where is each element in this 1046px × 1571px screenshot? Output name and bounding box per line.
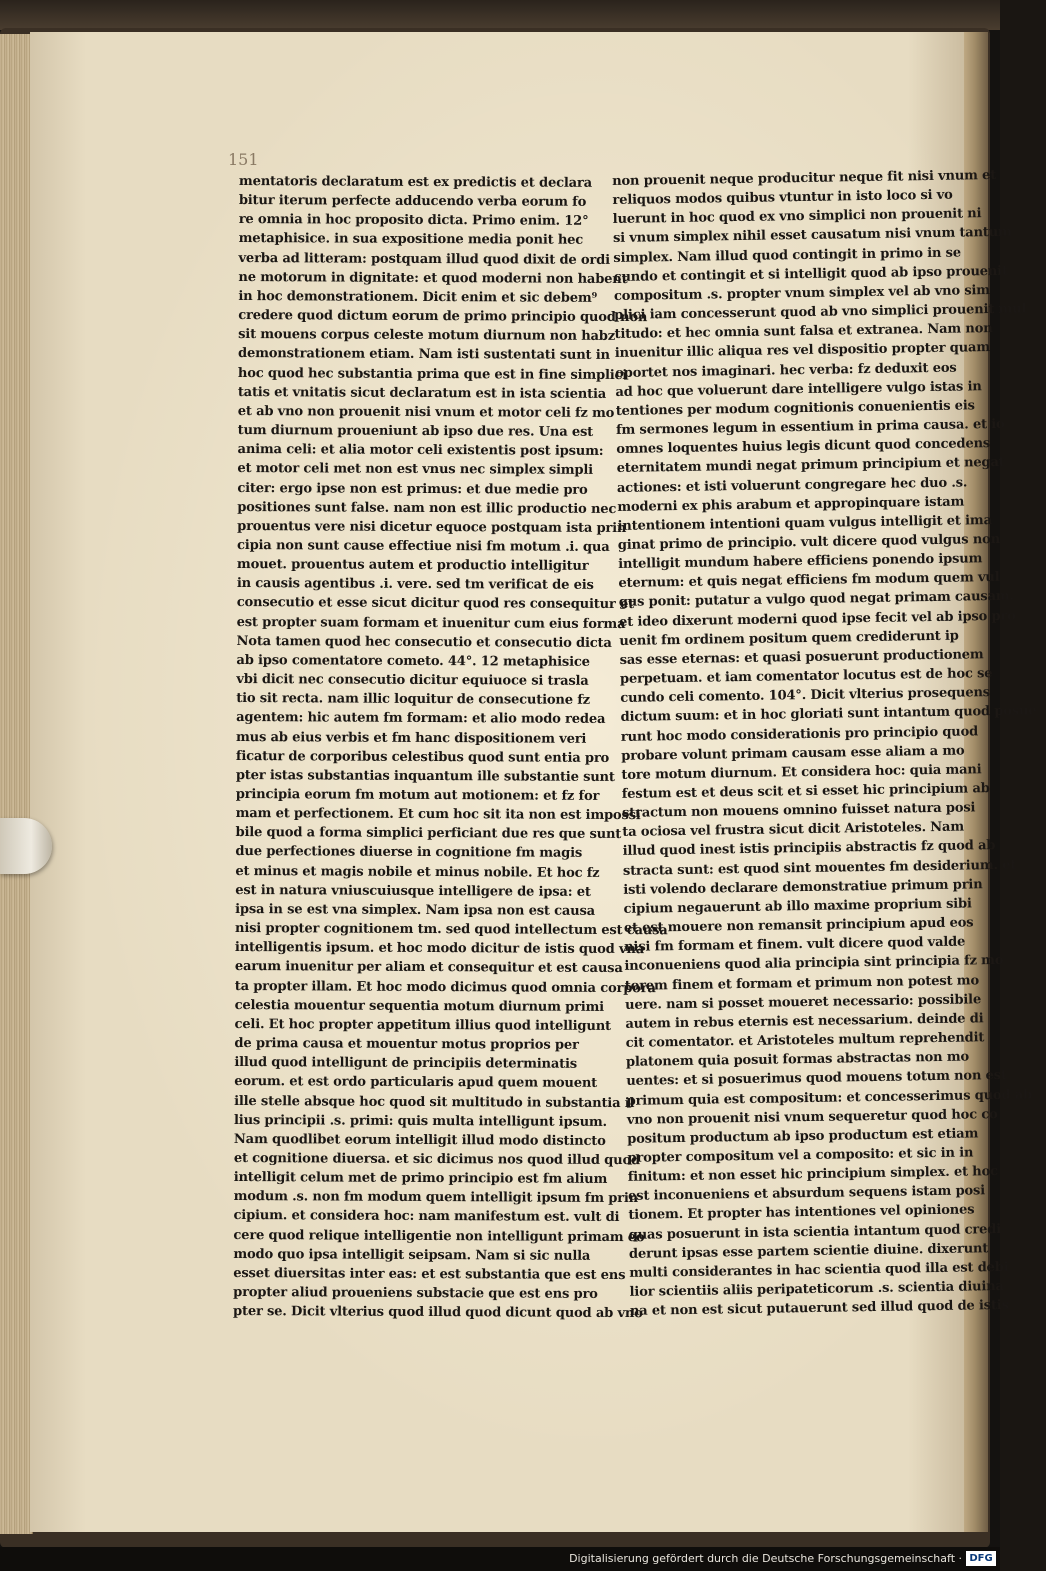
text-line: platonem quia posuit formas abstractas non mo: [625, 1049, 970, 1071]
text-line: nisi propter cognitionem tm. sed quod intellectum est causa: [234, 921, 668, 939]
text-line: illud quod inest istis principiis abstractis fz quod ab: [622, 838, 996, 860]
text-line: anima celi: et alia motor celi existentis post ipsum:: [237, 442, 604, 460]
text-line: non prouenit neque producitur neque fit nisi vnum et: [612, 167, 997, 189]
text-line: verba ad litteram: postquam illud quod dixit de ordi: [238, 250, 610, 268]
text-line: cundo et contingit et si intelligit quod ab ipso prouenit: [613, 263, 1008, 285]
text-line: uere. nam si posset moueret necessario: possibile: [624, 992, 982, 1013]
text-line: isti volendo declarare demonstratiue primum prin: [623, 877, 983, 898]
text-line: due perfectiones diuerse in cognitione fm magis: [235, 844, 583, 862]
text-line: cipium. et considera hoc: nam manifestum est. vult di: [233, 1208, 620, 1226]
text-line: in hoc demonstrationem. Dicit enim et sic debem⁹: [238, 288, 598, 306]
text-line: actiones: et isti voluerunt congregare hec duo .s.: [616, 474, 968, 496]
text-line: uenit fm ordinem positum quem crediderunt ip: [619, 628, 959, 649]
text-line: primum quia est compositum: et concesserimus quod ab: [626, 1087, 1033, 1109]
text-line: finitum: et non esset hic principium simplex. et hoc: [627, 1164, 998, 1185]
text-line: de prima causa et mouentur motus proprios per: [234, 1036, 579, 1053]
text-line: agentem: hic autem fm formam: et alio modo redea: [236, 710, 606, 728]
page-fore-edges: [0, 34, 33, 1534]
text-line: eorum. et est ordo particularis apud quem mouent: [234, 1074, 598, 1092]
text-line: ad hoc que voluerunt dare intelligere vulgo istas in: [615, 378, 982, 400]
text-line: fm sermones legum in essentium in prima causa. et io: [615, 416, 1005, 438]
text-line: ta propter illam. Et hoc modo dicimus quod omnia corpora: [234, 978, 656, 996]
text-line: bile quod a forma simplici perficiant due res que sunt: [235, 825, 622, 843]
text-line: celi. Et hoc propter appetitum illius quod intelligunt: [234, 1016, 611, 1034]
text-line: credere quod dictum eorum de primo principio quod non: [238, 308, 648, 326]
text-line: ficatur de corporibus celestibus quod sunt entia pro: [235, 748, 610, 766]
text-line: ta ociosa vel frustra sicut dicit Aristoteles. Nam: [622, 819, 965, 841]
text-line: propter aliud proueniens substacie que est ens pro: [233, 1285, 598, 1302]
text-line: consecutio et esse sicut dicitur quod res consequitur et: [236, 595, 635, 613]
text-line: ille stelle absque hoc quod sit multitudo in substantia il: [234, 1093, 635, 1111]
text-line: eternitatem mundi negat primum principium et negat: [616, 455, 1005, 477]
text-line: principia eorum fm motum aut motionem: et fz for: [235, 786, 600, 804]
text-line: cere quod relique intelligentie non intelligunt primam eo: [233, 1227, 645, 1245]
dfg-logo: DFG: [966, 1551, 996, 1566]
text-line: est propter suam formam et inuenitur cum eius forma: [236, 614, 626, 632]
text-column-right: [612, 166, 1037, 1321]
text-line: intentionem intentioni quam vulgus intelligit et ima: [617, 512, 992, 534]
text-line: et ideo dixerunt moderni quod ipse fecit vel ab ipso pro: [618, 608, 1016, 630]
text-line: demonstrationem etiam. Nam isti sustentati sunt in: [238, 346, 610, 364]
text-line: mouet. prouentus autem et productio intelligitur: [236, 557, 589, 574]
text-line: metaphisice. in sua expositione media ponit hec: [238, 231, 584, 249]
text-line: positum productum ab ipso productum est etiam: [627, 1126, 979, 1147]
text-line: re omnia in hoc proposito dicta. Primo enim. 12°: [238, 212, 589, 230]
text-line: sit mouens corpus celeste motum diurnum non habz: [238, 327, 616, 345]
text-line: runt hoc modo considerationis pro principio quod: [620, 723, 979, 745]
text-line: et ab vno non prouenit nisi vnum et motor celi fz mo: [237, 403, 615, 421]
text-line: et cognitione diuersa. et sic dicimus nos quod illud quod: [233, 1150, 641, 1169]
text-line: celestia mouentur sequentia motum diurnum primi: [234, 997, 605, 1015]
text-line: inconueniens quod alia principia sint principia fz mo: [624, 953, 1004, 975]
text-line: oportet nos imaginari. hec verba: fz deduxit eos: [615, 360, 957, 381]
text-line: stracta sunt: est quod sint mouentes fm desiderium. et: [622, 857, 1017, 879]
text-line: nisi fm formam et finem. vult dicere quod valde: [624, 934, 966, 956]
text-line: tio sit recta. nam illic loquitur de consecutione fz: [236, 691, 590, 709]
text-line: cundo celi comento. 104°. Dicit vlterius prosequens: [620, 685, 991, 707]
text-line: cipium negauerunt ab illo maxime proprium sibi: [623, 896, 972, 917]
text-line: stractum non mouens omnino fuisset natura posi: [621, 800, 976, 822]
text-line: tore motum diurnum. Et considera hoc: quia mani: [621, 762, 982, 783]
text-line: mentatoris declaratum est ex predictis et declara: [238, 173, 592, 191]
text-line: titudo: et hec omnia sunt falsa et extranea. Nam non: [614, 321, 993, 343]
text-line: pter istas substantias inquantum ille substantie sunt: [235, 767, 615, 785]
text-line: earum inuenitur per aliam et consequitur et est causa: [234, 959, 623, 977]
text-line: multi considerantes in hac scientia quod illa est debi: [629, 1259, 1009, 1281]
text-line: lius principii .s. primi: quis multa intelligunt ipsum.: [233, 1112, 607, 1130]
text-line: na et non est sicut putauerunt sed illud quod de istis: [629, 1298, 1009, 1320]
text-line: intelligentis ipsum. et hoc modo dicitur de istis quod vna: [234, 940, 645, 958]
text-line: probare volunt primam causam esse aliam a mo: [621, 743, 965, 764]
text-line: inuenitur illic aliqua res vel dispositio propter quam: [614, 340, 991, 362]
funding-credit: Digitalisierung gefördert durch die Deutsche Forschungsgemeinschaft ·: [569, 1552, 962, 1565]
text-line: vno non prouenit nisi vnum sequeretur quod hoc co: [626, 1106, 998, 1128]
text-line: eternum: et quis negat efficiens fm modum quem vul: [618, 570, 1000, 592]
text-line: tum diurnum proueniunt ab ipso due res. Una est: [237, 423, 594, 440]
text-line: festum est et deus scit et si esset hic principium ab: [621, 781, 990, 802]
text-line: uentes: et si posuerimus quod mouens totum non est: [626, 1068, 1007, 1090]
text-line: cipia non sunt cause effectiue nisi fm motum .i. qua: [237, 537, 610, 555]
text-line: et est mouere non remansit principium apud eos: [623, 915, 974, 936]
text-line: Nota tamen quod hec consecutio et consecutio dicta: [236, 633, 612, 651]
text-line: hoc quod hec substantia prima que est in fine simplici: [237, 365, 628, 383]
text-line: cit comentator. et Aristoteles multum reprehendit: [625, 1030, 985, 1051]
text-line: est in natura vniuscuiusque intelligere de ipsa: et: [235, 882, 591, 900]
text-line: dictum suum: et in hoc gloriati sunt intantum quod posue: [620, 703, 1037, 726]
text-line: sas esse eternas: et quasi posuerunt productionem: [619, 647, 984, 668]
text-line: omnes loquentes huius legis dicunt quod concedens: [616, 436, 991, 458]
text-line: tionem. Et propter has intentiones vel opiniones: [628, 1202, 975, 1224]
text-line: gus ponit: putatur a vulgo quod negat primam causam.: [618, 589, 1014, 611]
text-line: propter compositum vel a composito: et sic in in: [627, 1145, 974, 1166]
text-line: esset diuersitas inter eas: et est substantia que est ens: [233, 1265, 626, 1283]
text-line: ipsa in se est vna simplex. Nam ipsa non est causa: [235, 901, 595, 919]
text-line: vbi dicit nec consecutio dicitur equiuoce si trasla: [236, 672, 589, 689]
text-line: autem in rebus eternis est necessarium. deinde di: [625, 1011, 984, 1032]
text-line: ginat primo de principio. vult dicere quod vulgus non: [617, 531, 1001, 553]
book-page: [30, 32, 1037, 1532]
text-line: prouentus vere nisi dicetur equoce postquam ista prin: [237, 518, 627, 536]
text-column-left: [232, 172, 668, 1323]
text-line: compositum .s. propter vnum simplex vel ab vno sim: [613, 283, 991, 304]
text-line: plici iam concesserunt quod ab vno simplici prouenit mul: [614, 301, 1027, 324]
text-line: bitur iterum perfecte adducendo verba eorum fo: [238, 193, 587, 210]
page-number: 151: [228, 150, 259, 169]
text-line: luerunt in hoc quod ex vno simplici non prouenit ni: [612, 206, 982, 228]
text-line: intelligit mundum habere efficiens ponendo ipsum: [618, 551, 983, 573]
text-line: si vnum simplex nihil esset causatum nisi vnum tantum: [612, 225, 1012, 247]
text-line: modum .s. non fm modum quem intelligit ipsum fm prin: [233, 1189, 639, 1207]
text-line: Nam quodlibet eorum intelligit illud modo distincto: [233, 1131, 606, 1149]
text-line: ne motorum in dignitate: et quod moderni non habent: [238, 269, 628, 287]
text-line: positiones sunt false. nam non est illic productio nec: [237, 499, 617, 517]
text-line: illud quod intelligunt de principiis determinatis: [234, 1055, 578, 1072]
text-line: in causis agentibus .i. vere. sed tm verificat de eis: [236, 576, 594, 594]
text-line: simplex. Nam illud quod contingit in primo in se: [613, 245, 962, 266]
text-line: tentiones per modum cognitionis conuenientis eis: [615, 398, 975, 419]
text-line: derunt ipsas esse partem scientie diuine. dixerunt: [628, 1240, 989, 1262]
text-line: mam et perfectionem. Et cum hoc sit ita non est impossi: [235, 806, 641, 824]
text-line: ab ipso comentatore cometo. 44°. 12 metaphisice: [236, 652, 590, 670]
text-line: et minus et magis nobile et minus nobile. Et hoc fz: [235, 863, 600, 881]
text-line: citer: ergo ipse non est primus: et due medie pro: [237, 480, 588, 498]
text-line: perpetuam. et iam comentator locutus est de hoc se: [619, 666, 993, 687]
text-line: tatis et vnitatis sicut declaratum est in ista scientia: [237, 384, 607, 402]
text-line: lior scientiis aliis peripateticorum .s. scientia diuina: [629, 1279, 1004, 1300]
text-line: est inconueniens et absurdum sequens istam posi: [627, 1183, 986, 1205]
text-line: quas posuerunt in ista scientia intantum quod credi: [628, 1221, 1002, 1243]
text-line: modo quo ipsa intelligit seipsam. Nam si sic nulla: [233, 1246, 591, 1264]
text-line: reliquos modos quibus vtuntur in isto loco si vo: [612, 187, 953, 209]
text-line: mus ab eius verbis et fm hanc dispositionem veri: [236, 729, 587, 747]
book-cover-top-edge: [0, 0, 1000, 30]
text-line: pter se. Dicit vlterius quod illud quod dicunt quod ab vno: [232, 1304, 643, 1322]
text-line: intelligit celum met de primo principio est fm alium: [233, 1170, 608, 1188]
text-line: torem finem et formam et primum non potest mo: [624, 972, 980, 994]
text-line: moderni ex phis arabum et appropinquare istam: [617, 494, 965, 515]
text-line: et motor celi met non est vnus nec simplex simpli: [237, 461, 593, 479]
